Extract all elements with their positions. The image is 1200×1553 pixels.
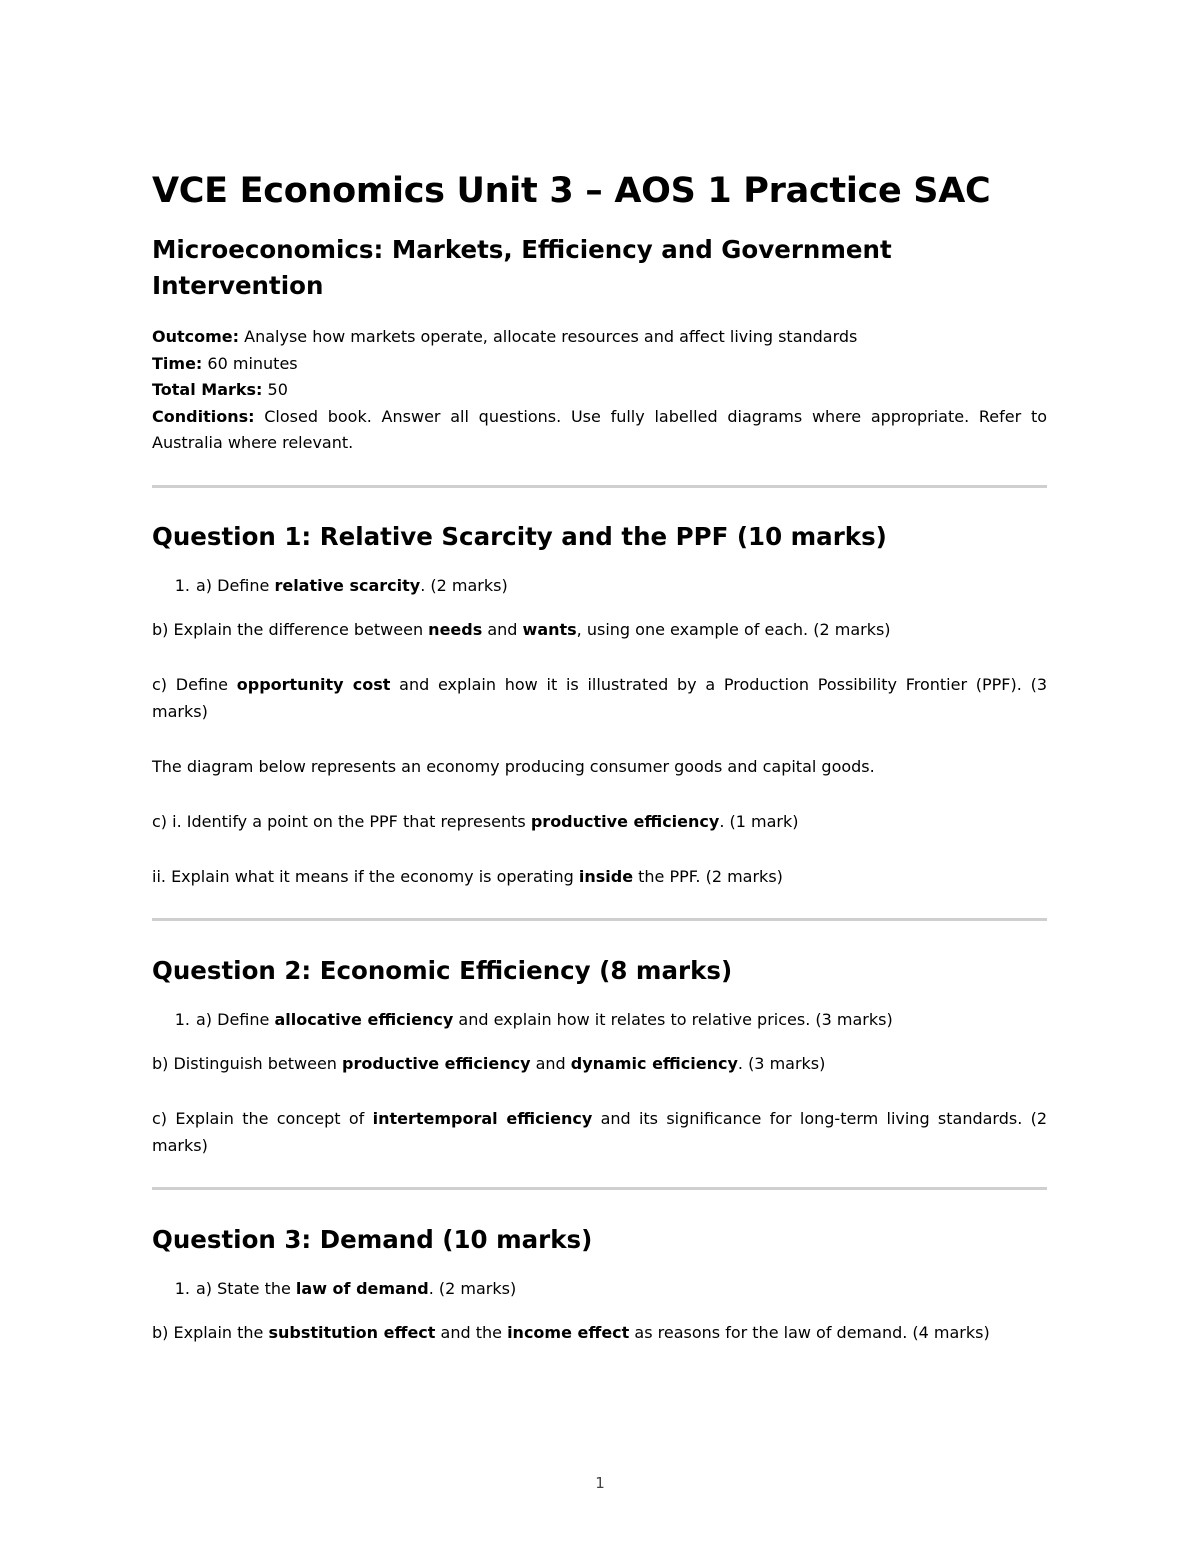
question-2b <box>152 1050 1047 1077</box>
question-text: as reasons for the law of demand. (4 marks) <box>629 1322 990 1342</box>
document-content <box>152 166 1047 1346</box>
question-text: a) Define <box>196 1009 275 1029</box>
question-1c-i <box>152 808 1047 835</box>
question-1c-ii <box>152 863 1047 890</box>
question-text: ii. Explain what it means if the economy is operating <box>152 866 579 886</box>
key-term: relative scarcity <box>274 575 421 595</box>
key-term: opportunity cost <box>236 674 391 694</box>
question-text: and explain how it relates to relative prices. (3 marks) <box>453 1009 893 1029</box>
conditions-label: Conditions: <box>152 406 255 426</box>
key-term: law of demand <box>295 1278 429 1298</box>
question-text: and the <box>435 1322 508 1342</box>
question-2a <box>152 1006 1047 1033</box>
time-line <box>152 351 1047 378</box>
question-2c <box>152 1105 1047 1159</box>
question-text: b) Explain the difference between <box>152 619 429 639</box>
sac-details <box>152 324 1047 457</box>
question-text: c) Explain the concept of <box>152 1108 373 1128</box>
list-number: 1. <box>174 1278 190 1298</box>
question-text: c) Define <box>152 674 237 694</box>
question-1b <box>152 616 1047 643</box>
question-1-heading: Question 1: Relative Scarcity and the PPF (10 marks) <box>152 521 887 551</box>
total-marks-label: Total Marks: <box>152 380 263 399</box>
question-text: and its significance for long-term living standards. (2 marks) <box>152 1108 1048 1155</box>
time-value: 60 minutes <box>202 353 298 373</box>
question-text: b) Distinguish between <box>152 1053 343 1073</box>
question-text: and <box>530 1053 571 1073</box>
key-term: dynamic efficiency <box>570 1053 738 1073</box>
question-3a <box>152 1275 1047 1302</box>
list-number: 1. <box>174 1009 190 1029</box>
conditions-value: Closed book. Answer all questions. Use fully labelled diagrams where appropriate. Refer to Australia where relevant. <box>152 406 1047 452</box>
diagram-note: The diagram below represents an economy producing consumer goods and capital goods. <box>152 756 875 776</box>
question-text: c) i. Identify a point on the PPF that represents <box>152 811 531 831</box>
question-text: b) Explain the <box>152 1322 269 1342</box>
question-text: . (1 mark) <box>719 811 799 831</box>
question-1a <box>152 572 1047 599</box>
question-text: . (2 marks) <box>420 575 508 595</box>
question-3-heading: Question 3: Demand (10 marks) <box>152 1224 593 1254</box>
key-term: wants <box>522 619 577 639</box>
list-number: 1. <box>174 575 190 595</box>
document-title: VCE Economics Unit 3 – AOS 1 Practice SAC <box>152 171 991 211</box>
outcome-line <box>152 324 1047 351</box>
key-term: substitution effect <box>268 1322 436 1342</box>
question-text: a) Define <box>196 575 275 595</box>
question-3b <box>152 1319 1047 1346</box>
document-subtitle: Microeconomics: Markets, Efficiency and Government Intervention <box>152 235 892 300</box>
question-text: a) State the <box>196 1278 296 1298</box>
outcome-label: Outcome: <box>152 327 240 346</box>
question-text: the PPF. (2 marks) <box>633 866 783 886</box>
key-term: intertemporal efficiency <box>372 1108 593 1128</box>
section-divider <box>152 1187 1047 1190</box>
key-term: productive efficiency <box>342 1053 531 1073</box>
question-text: , using one example of each. (2 marks) <box>576 619 891 639</box>
key-term: income effect <box>507 1322 630 1342</box>
key-term: productive efficiency <box>530 811 720 831</box>
question-text: and <box>482 619 523 639</box>
conditions-line <box>152 404 1047 457</box>
question-1c <box>152 671 1047 725</box>
outcome-value: Analyse how markets operate, allocate resources and affect living standards <box>239 327 858 346</box>
time-label: Time: <box>152 353 203 373</box>
page-number: 1 <box>595 1474 605 1492</box>
total-marks-value: 50 <box>262 380 288 399</box>
question-2-heading: Question 2: Economic Efficiency (8 marks) <box>152 955 733 985</box>
question-text: . (3 marks) <box>737 1053 826 1073</box>
total-marks-line <box>152 377 1047 404</box>
section-divider <box>152 918 1047 921</box>
key-term: inside <box>578 866 634 886</box>
question-text: and explain how it is illustrated by a Production Possibility Frontier (PPF). (3 marks) <box>152 674 1048 721</box>
question-text: . (2 marks) <box>428 1278 517 1298</box>
key-term: allocative efficiency <box>274 1009 454 1029</box>
section-divider <box>152 485 1047 488</box>
key-term: needs <box>428 619 483 639</box>
